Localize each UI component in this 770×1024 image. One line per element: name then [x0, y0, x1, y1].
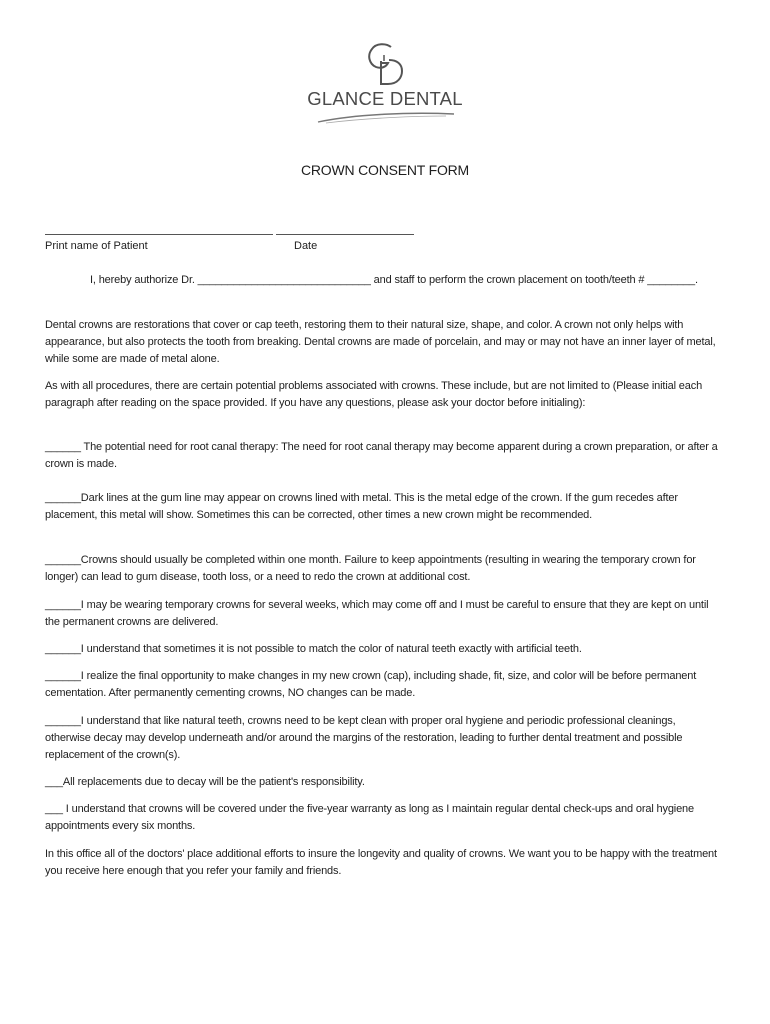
consent-item: ______I understand that sometimes it is not possible to match the color of natural teeth exactly with artificial teeth.	[45, 643, 582, 655]
logo-swoosh-icon	[316, 110, 456, 126]
risks-intro-paragraph: As with all procedures, there are certain potential problems associated with crowns. These include, but are not limited to (Please initial each paragraph after reading on the space provided. If you have any questions, please ask your doctor before initialing):	[45, 380, 703, 409]
consent-item: ___ I understand that crowns will be covered under the five-year warranty as long as I maintain regular dental check-ups and oral hygiene appointments every six months.	[45, 803, 694, 832]
consent-item: ______ The potential need for root canal therapy: The need for root canal therapy may become apparent during a crown preparation, or after a crown is made.	[45, 441, 718, 470]
patient-name-label: Print name of Patient	[45, 240, 148, 252]
consent-item: ______I understand that like natural teeth, crowns need to be kept clean with proper oral hygiene and periodic professional cleanings, otherwise decay may develop underneath and/or around the margins of the restoration, leading to further dental treatment and possible replacement of the crown(s).	[45, 715, 683, 761]
consent-item: ______I realize the final opportunity to make changes in my new crown (cap), including shade, fit, size, and color will be before permanent cementation. After permanently cementing crowns, NO changes can be made.	[45, 670, 697, 699]
closing-paragraph: In this office all of the doctors' place additional efforts to insure the longevity and quality of crowns. We want you to be happy with the treatment you receive here enough that you refer your family and friends.	[45, 848, 717, 877]
gd-monogram-icon	[364, 42, 406, 86]
clinic-logo	[300, 42, 470, 132]
intro-paragraph: Dental crowns are restorations that cover or cap teeth, restoring them to their natural size, shape, and color. A crown not only helps with appearance, but also protects the tooth from breaking. Dental crowns are made of porcelain, and may or may not have an inner layer of metal, while some are made of metal alone.	[45, 319, 716, 365]
form-title: CROWN CONSENT FORM	[300, 162, 470, 178]
patient-name-line[interactable]	[45, 234, 273, 235]
authorization-paragraph: I, hereby authorize Dr. _____________________________ and staff to perform the crown placement on tooth/teeth # ________.	[90, 274, 698, 286]
date-label: Date	[294, 240, 318, 252]
consent-item: ______Dark lines at the gum line may appear on crowns lined with metal. This is the metal edge of the crown. If the gum recedes after placement, this metal will show. Sometimes this can be corrected, other times a new crown might be recommended.	[45, 492, 678, 521]
date-line[interactable]	[276, 234, 414, 235]
brand-name: GLANCE DENTAL	[307, 88, 463, 109]
consent-item: ______Crowns should usually be completed within one month. Failure to keep appointments (resulting in wearing the temporary crown for longer) can lead to gum disease, tooth loss, or a need to redo the crown at additional cost.	[45, 554, 696, 583]
consent-item: ___All replacements due to decay will be the patient's responsibility.	[45, 776, 365, 788]
consent-item: ______I may be wearing temporary crowns for several weeks, which may come off and I must be careful to ensure that they are kept on until the permanent crowns are delivered.	[45, 599, 709, 628]
